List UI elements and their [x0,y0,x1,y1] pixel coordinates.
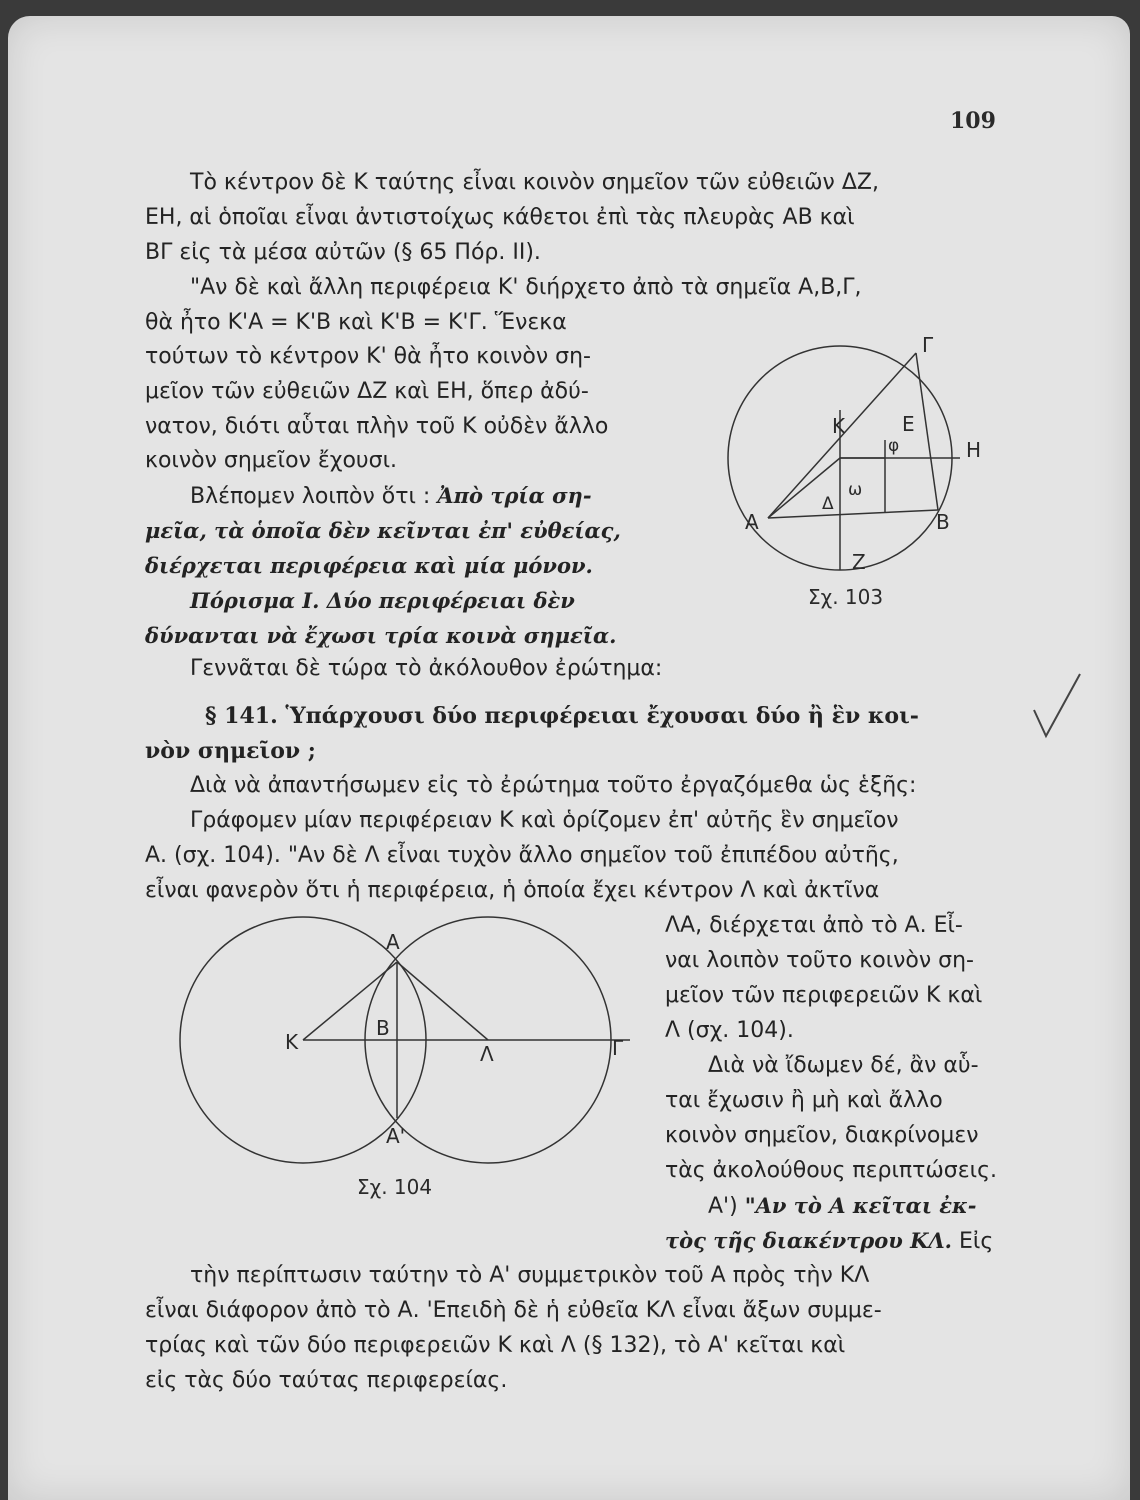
fig104-label: Λ [480,1042,494,1066]
theorem-text: διέρχεται περιφέρεια καὶ μία μόνον. [145,553,593,578]
corollary-text: δύνανται νὰ ἔχωσι τρία κοινὰ σημεῖα. [145,623,617,648]
fig103-label: Δ [822,494,834,514]
theorem-text: μεῖα, τὰ ὁποῖα δὲν κεῖνται ἐπ' εὐθείας, [145,518,621,543]
fig103-label: Γ [922,333,934,357]
text-line: ναι λοιπὸν τοῦτο κοινὸν ση- [665,948,974,973]
text-line: μεῖον τῶν εὐθειῶν ΔΖ καὶ ΕΗ, ὅπερ ἀδύ- [145,379,589,404]
figure-caption: Σχ. 104 [357,1175,433,1199]
text-span: Α') [708,1194,738,1219]
text-line: εἶναι διάφορον ἀπὸ τὸ Α. 'Επειδὴ δὲ ἡ εὐθεῖα ΚΛ εἶναι ἄξων συμμε- [145,1298,882,1323]
fig103-label: Ζ [852,550,866,574]
text-line: ΛΑ, διέρχεται ἀπὸ τὸ Α. Εἶ- [665,913,963,938]
fig104-label: Γ [612,1036,624,1060]
text-line: Τὸ κέντρον δὲ Κ ταύτης εἶναι κοινὸν σημεῖον τῶν εὐθειῶν ΔΖ, [190,170,879,195]
case-heading: τὸς τῆς διακέντρου ΚΛ. [665,1228,952,1253]
theorem-text: Ἀπὸ τρία ση- [437,483,592,508]
page-number: 109 [950,108,996,134]
fig104-label: Α' [386,1124,406,1148]
text-line: "Αν δὲ καὶ ἄλλη περιφέρεια Κ' διήρχετο ἀπὸ τὰ σημεῖα Α,Β,Γ, [190,275,862,300]
text-line: ται ἔχωσιν ἢ μὴ καὶ ἄλλο [665,1088,943,1113]
fig103-label: Ε [902,412,915,436]
text-line: τούτων τὸ κέντρον Κ' θὰ ἦτο κοινὸν ση- [145,344,591,369]
text-line: τὰς ἀκολούθους περιπτώσεις. [665,1158,997,1183]
text-line: νατον, διότι αὗται πλὴν τοῦ Κ οὐδὲν ἄλλο [145,414,609,439]
fig103-label: φ [888,436,900,456]
fig103-chord-bg [916,353,938,510]
text-line: κοινὸν σημεῖον ἔχουσι. [145,448,398,473]
text-line: τρίας καὶ τῶν δύο περιφερειῶν Κ καὶ Λ (§ 132), τὸ Α' κεῖται καὶ [145,1333,846,1358]
text-line: τὴν περίπτωσιν ταύτην τὸ Α' συμμετρικὸν τοῦ Α πρὸς τὴν ΚΛ [190,1263,870,1288]
text-line: Α. (σχ. 104). "Αν δὲ Λ εἶναι τυχὸν ἄλλο σημεῖον τοῦ ἐπιπέδου αὐτῆς, [145,843,899,868]
text-line: εἶναι φανερὸν ὅτι ἡ περιφέρεια, ἡ ὁποία ἔχει κέντρον Λ καὶ ἀκτῖνα [145,878,880,903]
text-line: Διὰ νὰ ἀπαντήσωμεν εἰς τὸ ἐρώτημα τοῦτο ἐργαζόμεθα ὡς ἑξῆς: [190,773,917,798]
fig104-label: Α [386,930,400,954]
text-span: Βλέπομεν λοιπὸν ὅτι : [190,484,431,509]
fig103-label: Α [745,510,759,534]
text-line: Λ (σχ. 104). [665,1018,794,1043]
fig104-label: Κ [285,1030,299,1054]
fig104-label: Β [376,1016,390,1040]
fig103-label: ω [848,480,863,500]
text-span: Εἰς [958,1229,994,1254]
text-line: κοινὸν σημεῖον, διακρίνομεν [665,1123,979,1148]
text-line: ΕΗ, αἱ ὁποῖαι εἶναι ἀντιστοίχως κάθετοι ἐπὶ τὰς πλευρὰς ΑΒ καὶ [145,205,855,230]
fig104-segment-al [397,962,488,1040]
corollary-text: Πόρισμα Ι. Δύο περιφέρειαι δὲν [190,588,575,613]
fig103-label: Β [936,510,950,534]
fig103-chord-ab [768,510,938,518]
text-line: μεῖον τῶν περιφερειῶν Κ καὶ [665,983,983,1008]
figure-caption: Σχ. 103 [808,585,884,609]
text-line: Διὰ νὰ ἴδωμεν δέ, ἂν αὗ- [708,1053,979,1078]
section-heading: § 141. Ὑπάρχουσι δύο περιφέρειαι ἔχουσαι δύο ἢ ἓν κοι- [205,703,919,729]
fig103-label: Η [966,438,982,462]
text-line: Γράφομεν μίαν περιφέρειαν Κ καὶ ὁρίζομεν ἐπ' αὐτῆς ἓν σημεῖον [190,808,899,833]
fig103-label: Κ [832,414,846,438]
text-line: θὰ ἦτο Κ'Α = Κ'Β καὶ Κ'Β = Κ'Γ. Ἕνεκα [145,310,567,335]
text-line: Γεννᾶται δὲ τώρα τὸ ἀκόλουθον ἐρώτημα: [190,656,663,681]
check-mark-icon [1030,670,1090,750]
case-heading: "Αν τὸ Α κεῖται ἐκ- [744,1193,977,1218]
text-line: ΒΓ εἰς τὰ μέσα αὐτῶν (§ 65 Πόρ. ΙΙ). [145,240,541,265]
text-line: εἰς τὰς δύο ταύτας περιφερείας. [145,1368,508,1393]
section-heading: νὸν σημεῖον ; [145,738,316,764]
